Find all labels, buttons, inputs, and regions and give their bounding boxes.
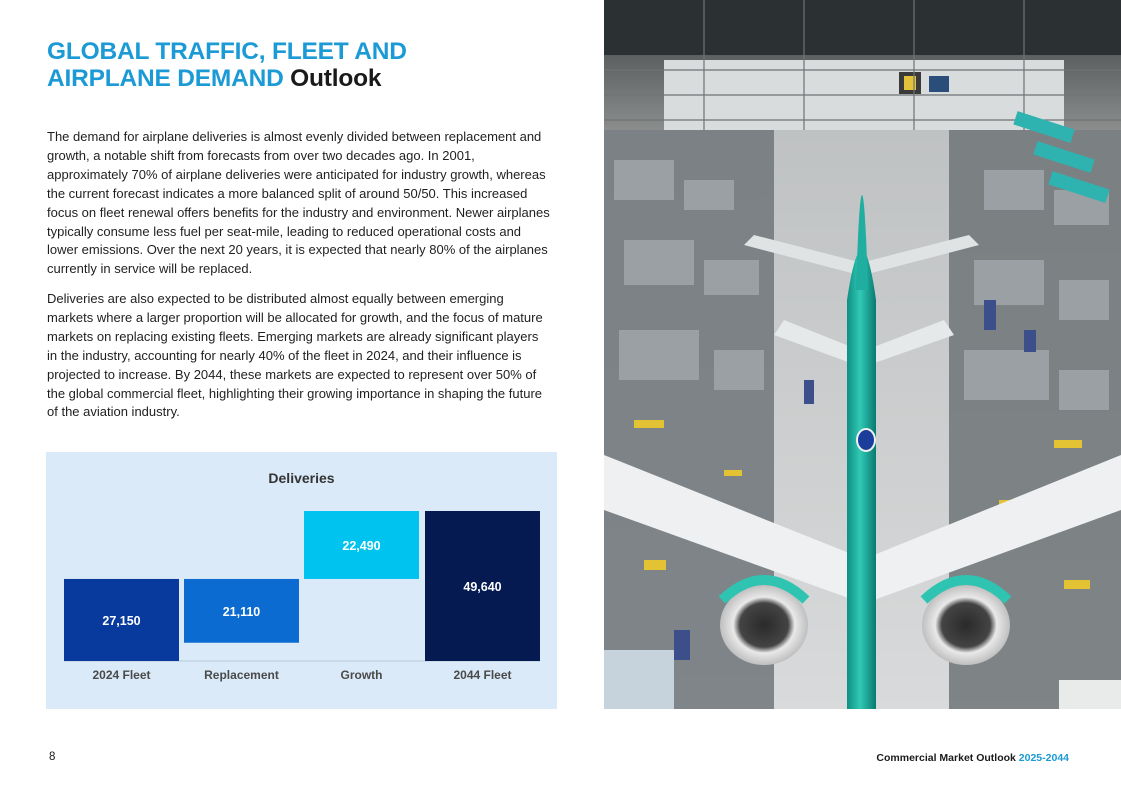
chart-data-label: 21,110 [222,604,261,619]
heading-line-1 [47,38,567,65]
footer-doc-title [876,752,1069,764]
heading-line-1-text: GLOBAL TRAFFIC, FLEET AND [47,38,407,65]
body-paragraph-2: Deliveries are also expected to be distributed almost equally between emerging markets where a larger proportion will be allocated for growth, and the focus of mature markets on replacing existing fleets. Emerging markets are already significant players in the industry, accounting for nearly 40% of the fleet in 2024, and their influence is projected to increase. By 2044, these markets are expected to represent over 50% of the global commercial fleet, highlighting their growing importance in shaping the future of the aviation industry. [47,291,543,420]
factory-assembly-line-photo [604,0,1121,709]
chart-category-label: Replacement [204,668,279,682]
chart-data-label: 27,150 [102,613,141,628]
factory-photo-illustration [604,0,1121,709]
heading-line-2 [47,65,567,92]
deliveries-chart [46,452,557,709]
heading-line-2-dark: Outlook [290,65,382,92]
heading-line-2-blue: AIRPLANE DEMAND [47,65,284,92]
footer-doc-years: 2025-2044 [1018,752,1069,764]
footer-doc-title-text: Commercial Market Outlook [876,752,1016,764]
page-number: 8 [49,751,56,763]
chart-category-label: 2044 Fleet [453,668,512,682]
body-paragraph-1: The demand for airplane deliveries is almost evenly divided between replacement and growth, a notable shift from forecasts from over two decades ago. In 2001, approximately 70% of airplane deliveries were anticipated for industry growth, whereas the current forecast indicates a more balanced split of around 50/50. This increased focus on fleet renewal offers benefits for the industry and environment. Newer airplanes typically consume less fuel per seat-mile, leading to reduced operational costs and lower emissions. Over the next 20 years, it is expected that nearly 80% of the airplanes currently in service will be replaced. [47,129,550,277]
chart-data-label: 22,490 [342,538,381,553]
page-heading [47,38,567,92]
chart-category-label: 2024 Fleet [92,668,151,682]
chart-data-label: 49,640 [463,580,502,594]
chart-category-label: Growth [340,668,383,682]
chart-title: Deliveries [268,470,335,486]
deliveries-chart-svg [46,452,557,709]
